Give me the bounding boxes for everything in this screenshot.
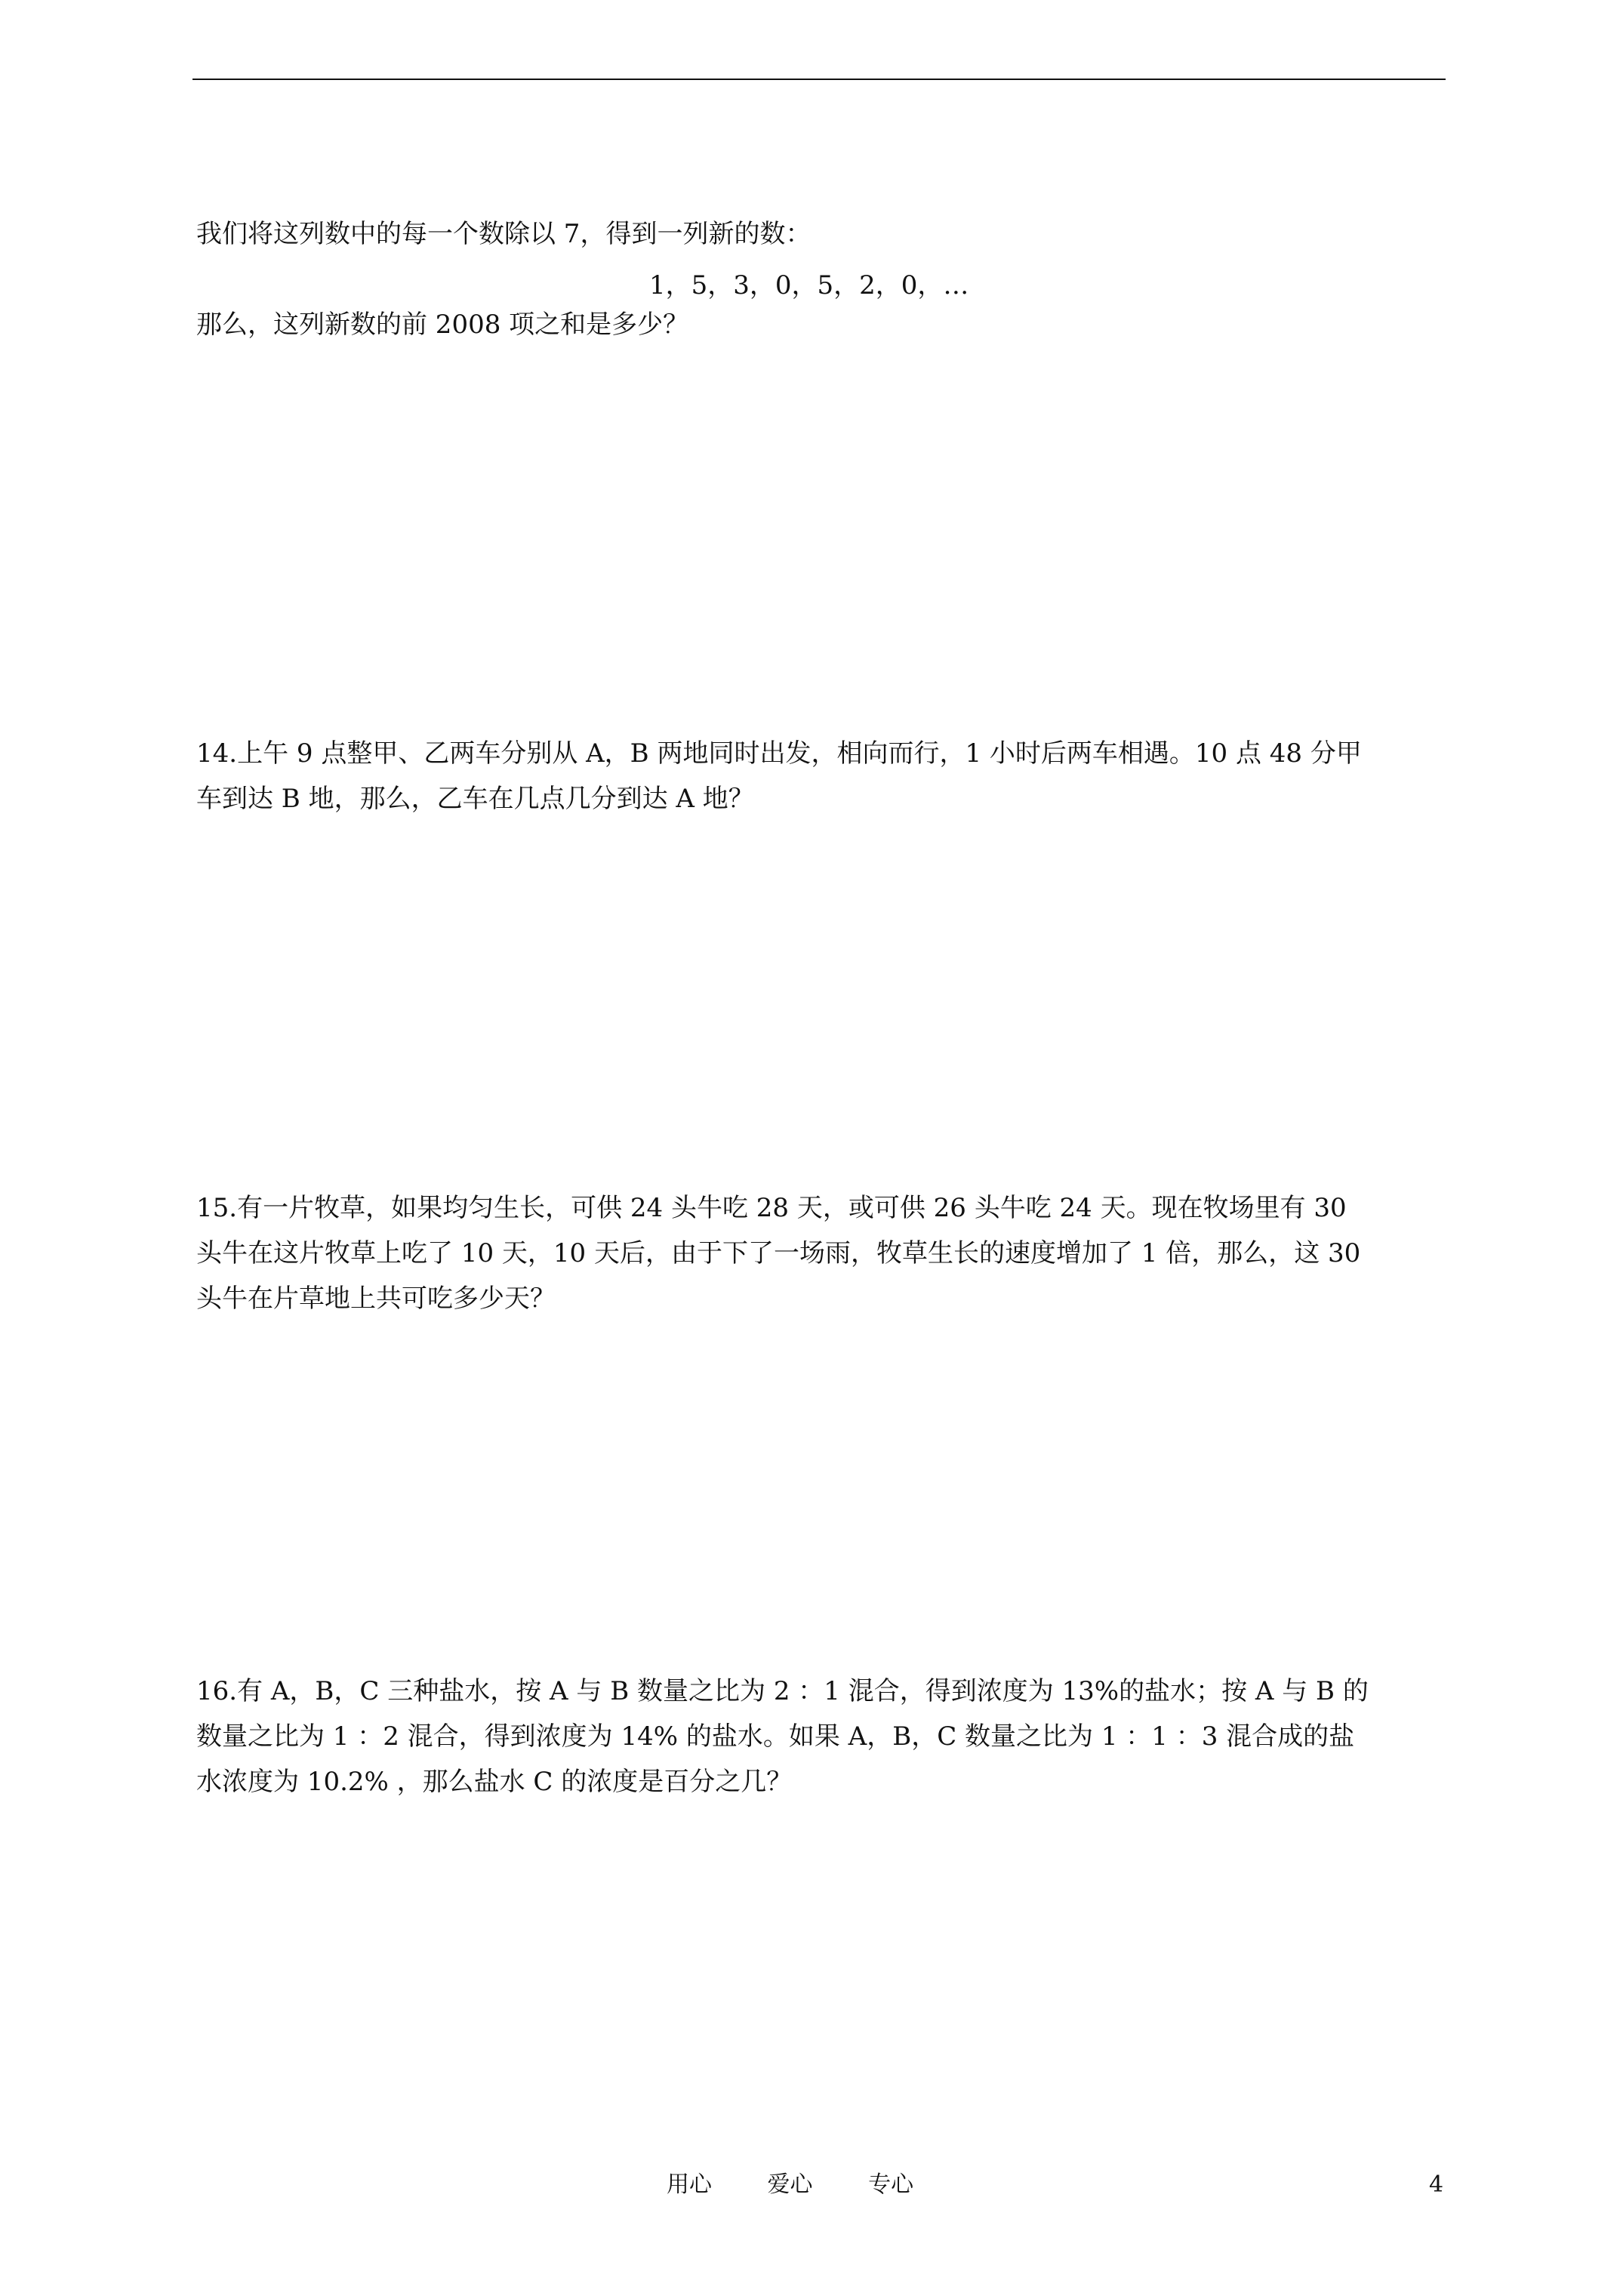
question-14-line-2: 车到达 B 地，那么，乙车在几点几分到达 A 地？ <box>196 784 754 814</box>
page-number: 4 <box>1429 2171 1444 2198</box>
question-16 <box>196 1669 1446 1804</box>
header-rule <box>192 79 1446 80</box>
intro-line-1: 我们将这列数中的每一个数除以 7，得到一列新的数： <box>196 219 812 249</box>
question-14-line-1: 14.上午 9 点整甲、乙两车分别从 A，B 两地同时出发，相向而行，1 小时后两车相遇。10 点 48 分甲 <box>196 738 1362 769</box>
footer-slogan-word: 爱心 <box>767 2171 813 2198</box>
question-15 <box>196 1185 1446 1321</box>
question-16-line-3: 水浓度为 10.2% ，那么盐水 C 的浓度是百分之几？ <box>196 1767 793 1797</box>
footer-slogan-word: 专心 <box>868 2171 914 2198</box>
footer-slogan <box>667 2170 913 2200</box>
footer-slogan-word: 用心 <box>667 2171 712 2198</box>
question-15-line-1: 15.有一片牧草，如果均匀生长，可供 24 头牛吃 28 天，或可供 26 头牛吃 24 天。现在牧场里有 30 <box>196 1193 1347 1223</box>
intro-line-2: 那么，这列新数的前 2008 项之和是多少？ <box>196 310 689 340</box>
question-16-line-1: 16.有 A，B，C 三种盐水，按 A 与 B 数量之比为 2 ：1 混合，得到浓度为 13%的盐水；按 A 与 B 的 <box>196 1676 1369 1706</box>
question-15-line-2: 头牛在这片牧草上吃了 10 天，10 天后，由于下了一场雨，牧草生长的速度增加了 1 倍，那么，这 30 <box>196 1238 1361 1268</box>
question-15-line-3: 头牛在片草地上共可吃多少天？ <box>196 1284 556 1314</box>
intro-sequence: 1，5，3，0，5，2，0，… <box>649 270 969 300</box>
question-14 <box>196 731 1446 821</box>
question-16-line-2: 数量之比为 1 ：2 混合，得到浓度为 14% 的盐水。如果 A，B，C 数量之比为 1 ：1 ：3 混合成的盐 <box>196 1721 1355 1752</box>
